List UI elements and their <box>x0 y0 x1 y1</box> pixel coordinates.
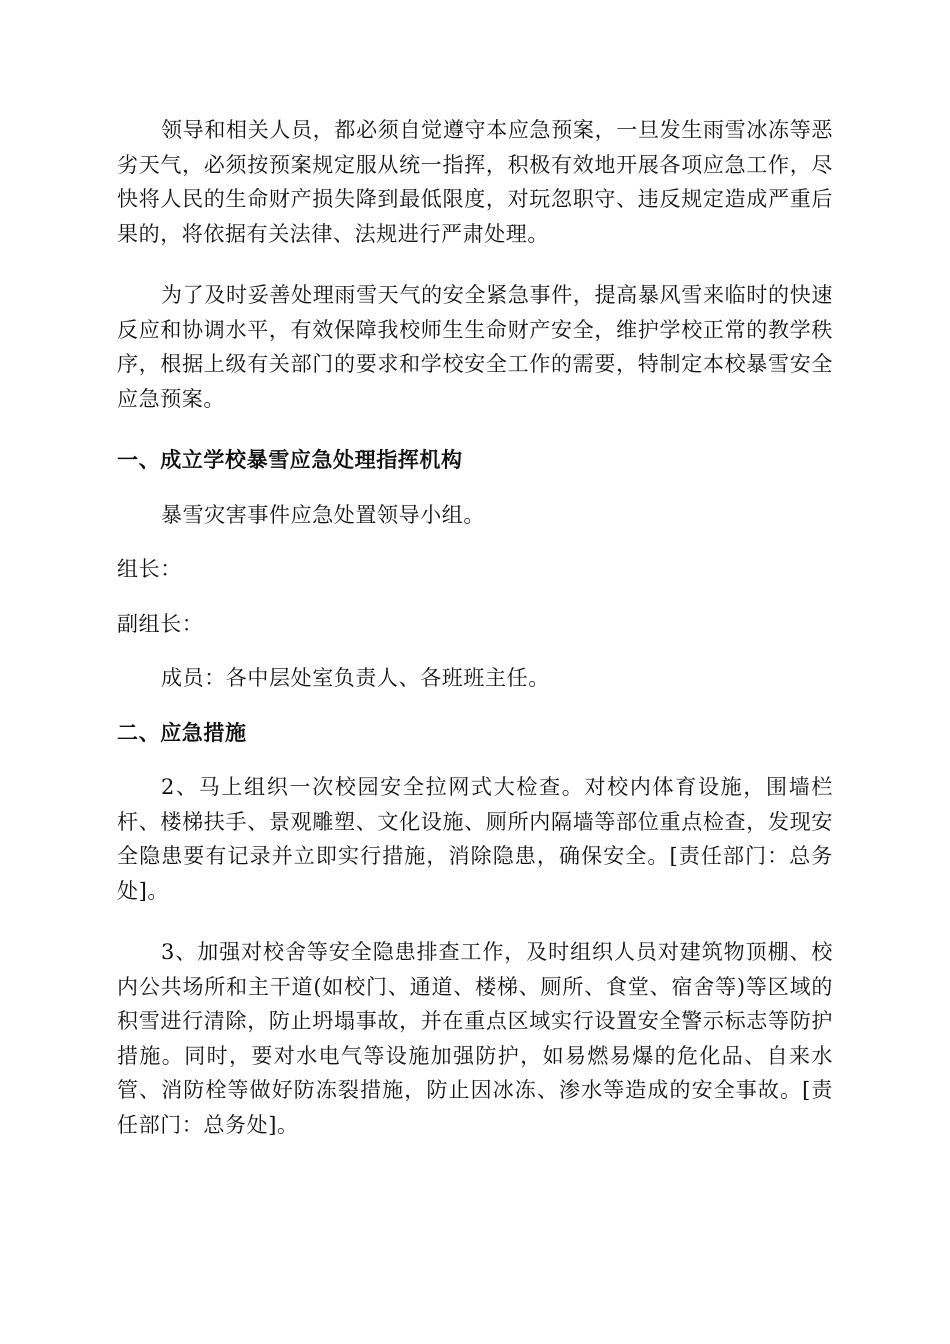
paragraph-measure-2: 2、马上组织一次校园安全拉网式大检查。对校内体育设施，围墙栏杆、楼梯扶手、景观雕塑、文化设施、厕所内隔墙等部位重点检查，发现安全隐患要有记录并立即实行措施，消除隐患，确保安全。[责任部门：总务处]。 <box>117 775 833 903</box>
document-page <box>117 113 833 1142</box>
paragraph-measure-3: 3、加强对校舍等安全隐患排查工作，及时组织人员对建筑物顶棚、校内公共场所和主干道(如校门、通道、楼梯、厕所、食堂、宿舍等)等区域的积雪进行清除，防止坍塌事故，并在重点区域实行设置安全警示标志等防护措施。同时，要对水电气等设施加强防护，如易燃易爆的危化品、自来水管、消防栓等做好防冻裂措施，防止因冰冻、渗水等造成的安全事故。[责任部门：总务处]。 <box>117 940 833 1137</box>
paragraph-discipline: 领导和相关人员，都必须自觉遵守本应急预案，一旦发生雨雪冰冻等恶劣天气，必须按预案规定服从统一指挥，积极有效地开展各项应急工作，尽快将人民的生命财产损失降到最低限度，对玩忽职守、违反规定造成严重后果的，将依据有关法律、法规进行严肃处理。 <box>117 118 833 246</box>
paragraph-leading-group: 暴雪灾害事件应急处置领导小组。 <box>161 502 485 527</box>
section-heading-command: 一、成立学校暴雪应急处理指挥机构 <box>117 447 463 472</box>
section-heading-measures: 二、应急措施 <box>117 719 247 745</box>
line-leader: 组长： <box>117 557 182 581</box>
paragraph-purpose: 为了及时妥善处理雨雪天气的安全紧急事件，提高暴风雪来临时的快速反应和协调水平，有效保障我校师生生命财产安全，维护学校正常的教学秩序，根据上级有关部门的要求和学校安全工作的需要，特制定本校暴雪安全应急预案。 <box>117 283 833 411</box>
line-members: 成员：各中层处室负责人、各班班主任。 <box>161 666 550 690</box>
line-vice-leader: 副组长： <box>117 611 204 636</box>
